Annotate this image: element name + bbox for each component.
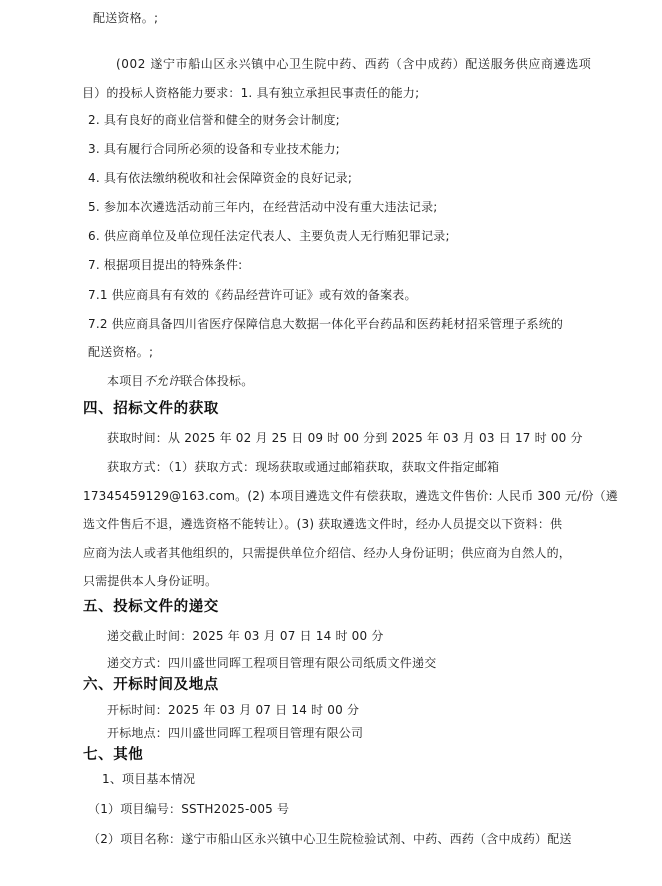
text-line: 1、项目基本情况 [102,772,196,786]
text-line: 开标地点：四川盛世同晖工程项目管理有限公司 [107,726,364,740]
text-line: (002 遂宁市船山区永兴镇中心卫生院中药、西药（含中成药）配送服务供应商遴选项 [116,57,592,71]
text-line: 5. 参加本次遴选活动前三年内，在经营活动中没有重大违法记录; [88,200,438,214]
text-line: 开标时间：2025 年 03 月 07 日 14 时 00 分 [107,703,360,717]
text-line: 配送资格。; [93,11,159,25]
text-line: （2）项目名称：遂宁市船山区永兴镇中心卫生院检验试剂、中药、西药（含中成药）配送 [88,832,572,846]
text-line: 4. 具有依法缴纳税收和社会保障资金的良好记录; [88,171,353,185]
text-line: 7.2 供应商具备四川省医疗保障信息大数据一体化平台药品和医药耗材招采管理子系统的 [88,317,564,331]
text-span: 本项目 [107,374,144,388]
text-line: 递交截止时间：2025 年 03 月 07 日 14 时 00 分 [107,629,384,643]
text-line: 获取时间：从 2025 年 02 月 25 日 09 时 00 分到 2025 年 03 月 03 日 17 时 00 分 [107,431,583,445]
text-line: （1）项目编号：SSTH2025-005 号 [88,802,290,816]
text-line: 只需提供本人身份证明。 [83,574,218,588]
text-span: 联合体投标。 [180,374,254,388]
text-line: 获取方式：（1）获取方式：现场获取或通过邮箱获取，获取文件指定邮箱 [107,460,500,474]
text-line: 配送资格。; [88,345,154,359]
section-heading: 六、开标时间及地点 [83,677,219,693]
text-line: 3. 具有履行合同所必须的设备和专业技术能力; [88,142,340,156]
text-line: 选文件售后不退，遴选资格不能转让）。(3) 获取遴选文件时，经办人员提交以下资料：供 [83,517,563,531]
text-line: 递交方式：四川盛世同晖工程项目管理有限公司纸质文件递交 [107,656,437,670]
text-line: 17345459129@163.com。(2) 本项目遴选文件有偿获取，遴选文件售价: 人民币 300 元/份（遴 [83,489,618,503]
text-line: 7.1 供应商具有有效的《药品经营许可证》或有效的备案表。 [88,288,417,302]
section-heading: 七、其他 [83,747,144,763]
text-line [107,373,253,389]
text-line: 目）的投标人资格能力要求：1. 具有独立承担民事责任的能力; [82,86,420,100]
text-line: 2. 具有良好的商业信誉和健全的财务会计制度; [88,113,340,127]
text-line: 7. 根据项目提出的特殊条件: [88,258,243,272]
text-line: 应商为法人或者其他组织的，只需提供单位介绍信、经办人身份证明；供应商为自然人的， [83,546,572,560]
section-heading: 五、投标文件的递交 [83,599,219,615]
text-line: 6. 供应商单位及单位现任法定代表人、主要负责人无行贿犯罪记录; [88,229,450,243]
section-heading: 四、招标文件的获取 [83,401,219,417]
handwritten-span: 不允许 [143,374,181,388]
